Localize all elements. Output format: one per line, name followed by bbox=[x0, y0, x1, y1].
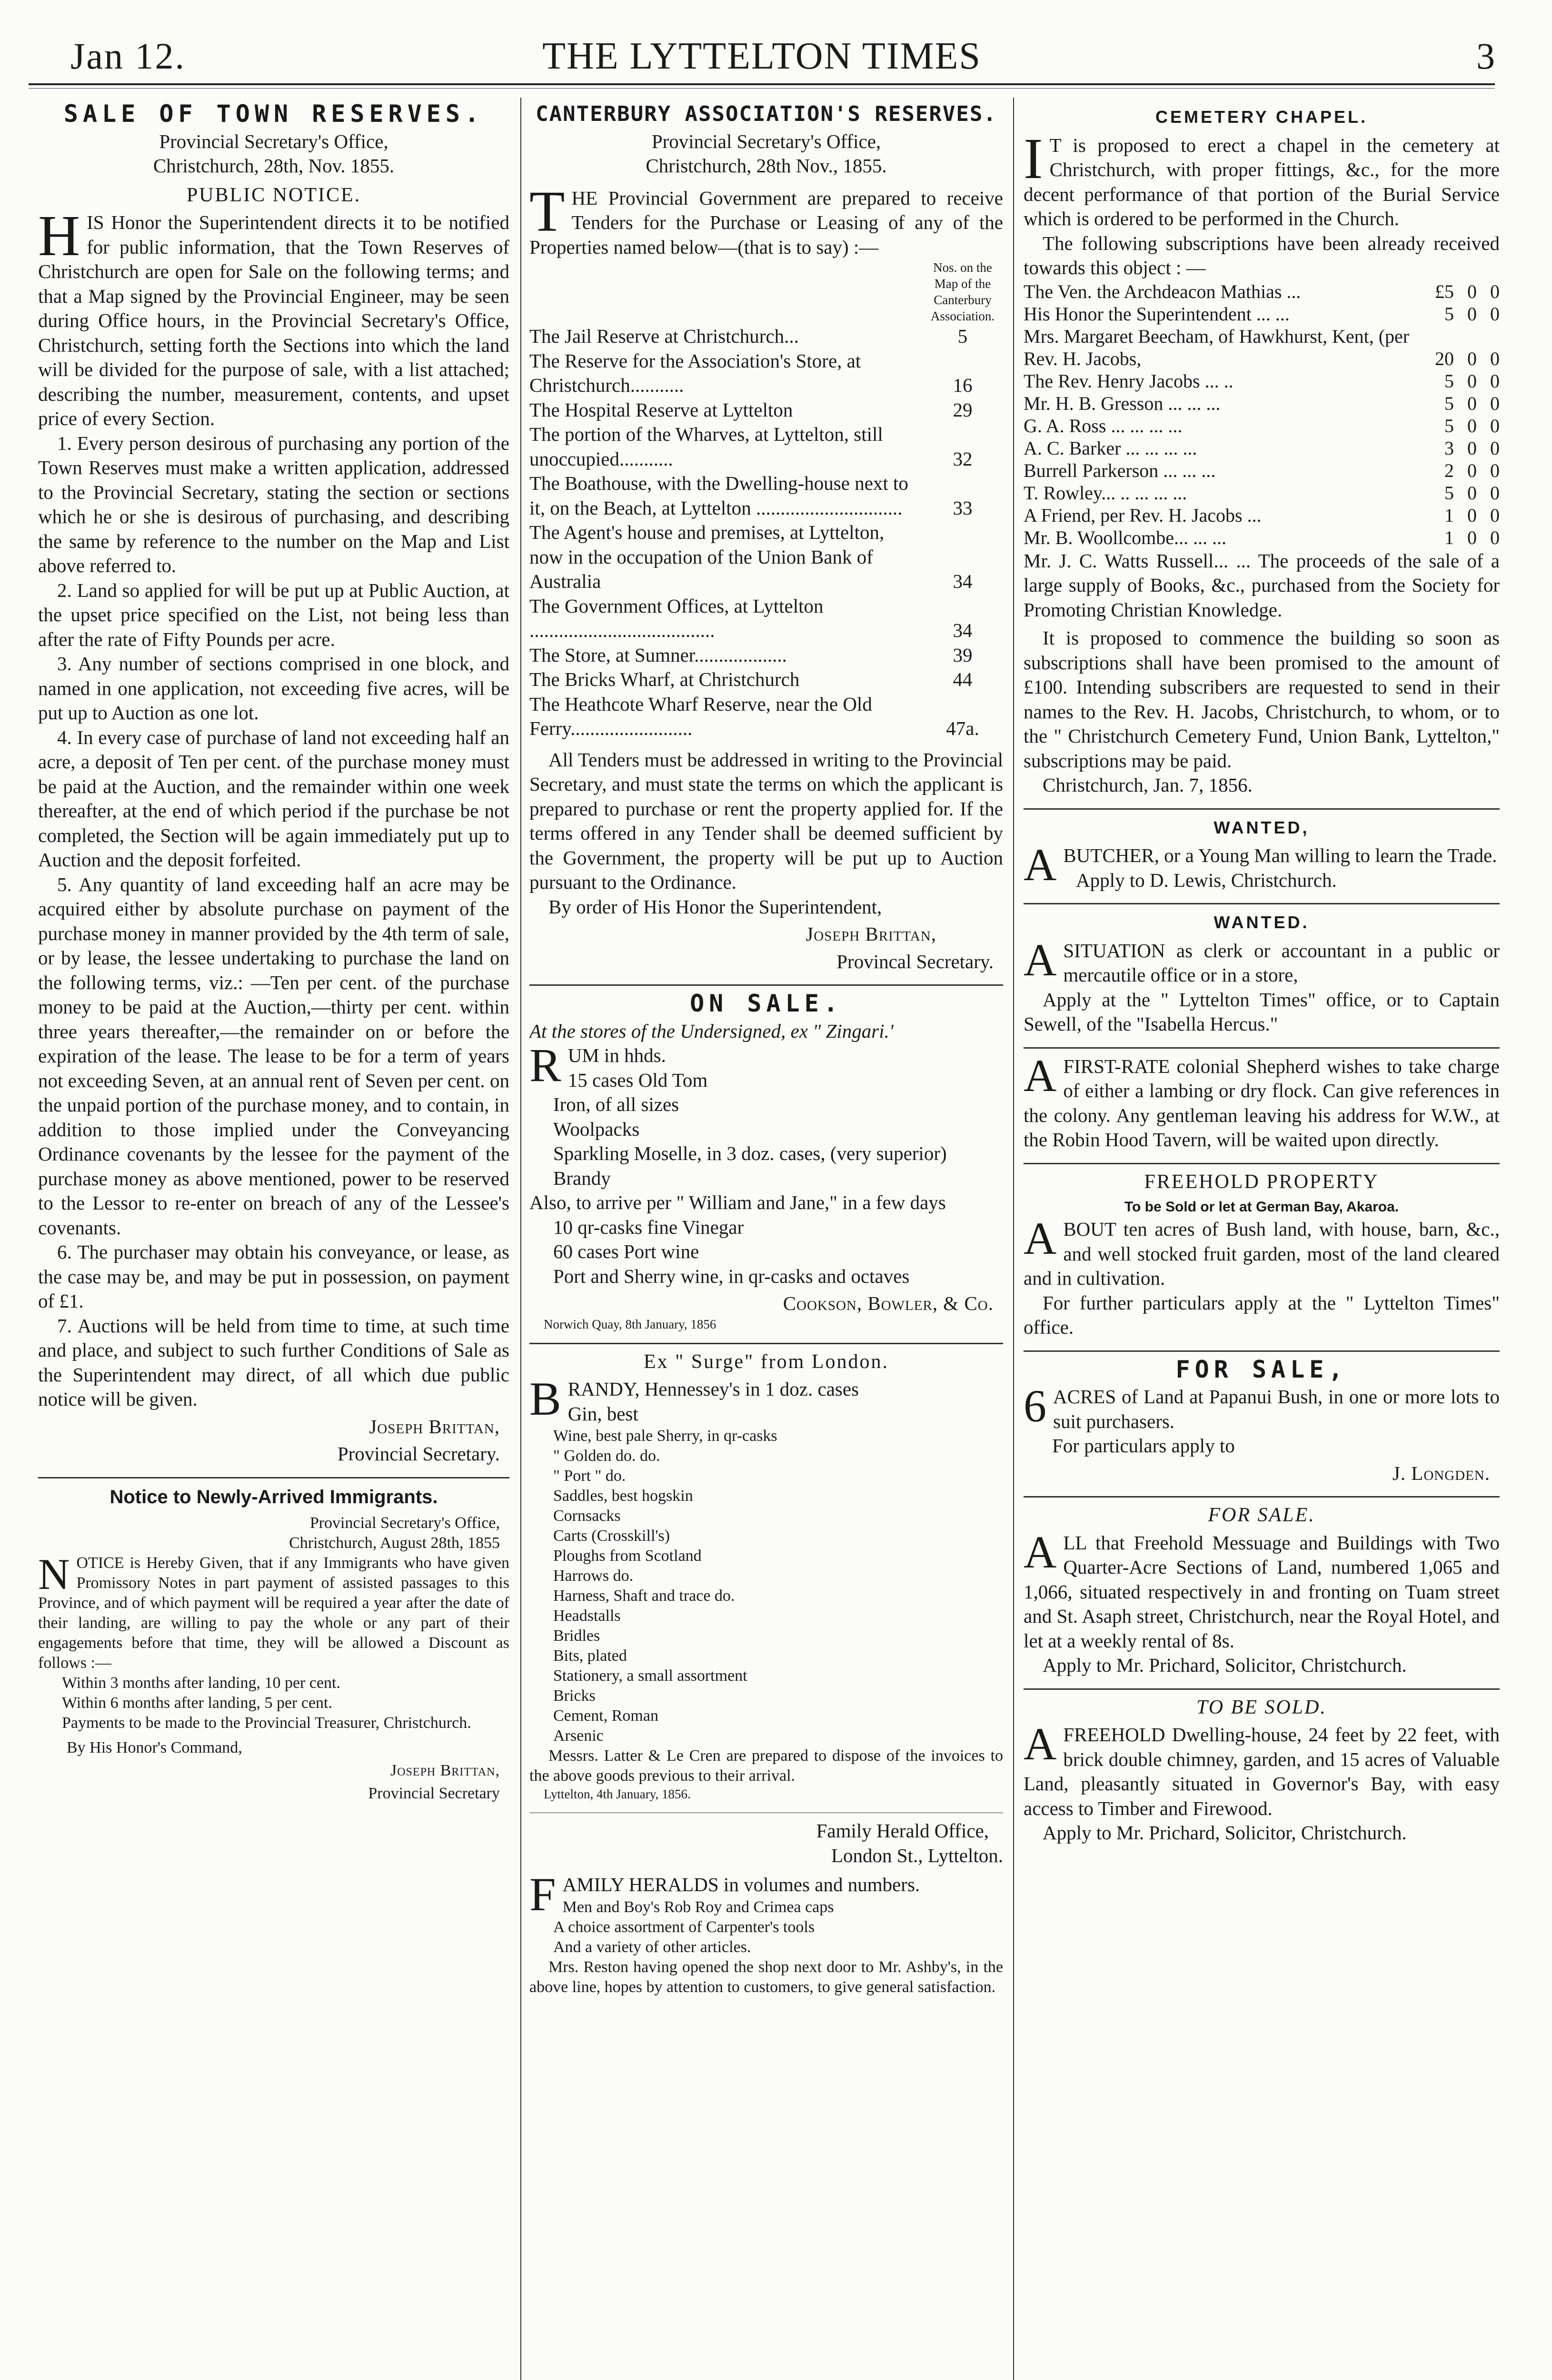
drop-cap: H bbox=[38, 204, 80, 268]
reserve-name: The Reserve for the Association's Store, at Christchurch........... bbox=[529, 349, 861, 396]
masthead-rule-thin bbox=[29, 88, 1495, 89]
advert-body: ABOUT ten acres of Bush land, with house, barn, &c., and well stocked fruit garden, most of the land cleared and in cultivation. bbox=[1024, 1213, 1500, 1289]
advert-body: 6 ACRES of Land at Papanui Bush, in one or more lots to suit purchasers. bbox=[1024, 1380, 1500, 1432]
advert-item-list bbox=[529, 1068, 1003, 1191]
subscription-shillings: 0 bbox=[1467, 347, 1477, 369]
subscription-pounds: 20 bbox=[1435, 347, 1454, 369]
subscription-pence: 0 bbox=[1490, 482, 1500, 504]
reserve-row bbox=[529, 643, 1003, 668]
subscription-shillings: 0 bbox=[1467, 526, 1477, 548]
reserve-map-number: 39 bbox=[953, 644, 973, 666]
advert-date: Norwich Quay, 8th January, 1856 bbox=[544, 1317, 716, 1331]
subscription-shillings: 0 bbox=[1467, 459, 1477, 481]
advert-item-list bbox=[529, 1426, 1003, 1746]
notice-immigrants bbox=[38, 1485, 509, 1804]
reserve-name: The Jail Reserve at Christchurch... bbox=[529, 325, 799, 347]
subscription-row bbox=[1024, 504, 1500, 526]
subscription-pence: 0 bbox=[1490, 347, 1500, 369]
advert-apply: Apply to D. Lewis, Christchurch. bbox=[1076, 869, 1337, 891]
section-rule bbox=[1024, 1163, 1500, 1164]
signer-name: Joseph Brittan, bbox=[806, 923, 936, 945]
subscriber-name: A. C. Barker ... ... ... ... bbox=[1024, 437, 1197, 459]
subscription-pounds: 1 bbox=[1444, 504, 1454, 526]
drop-cap: T bbox=[529, 179, 565, 244]
reserve-map-number: 44 bbox=[953, 668, 973, 690]
advert-title: WANTED. bbox=[1214, 912, 1310, 932]
subscriber-name: Mrs. Margaret Beecham, of Hawkhurst, Kent, (per Rev. H. Jacobs, bbox=[1024, 325, 1410, 369]
reserve-row bbox=[529, 520, 1003, 594]
drop-cap: 6 bbox=[1024, 1380, 1046, 1431]
advert-street: London St., Lyttelton. bbox=[831, 1844, 1003, 1866]
section-rule bbox=[529, 984, 1003, 986]
reserve-row bbox=[529, 594, 1003, 643]
advert-first-line: BRANDY, Hennessey's in 1 doz. cases Gin, best bbox=[529, 1372, 859, 1425]
advert-freehold-property bbox=[1024, 1170, 1500, 1340]
column-right bbox=[1024, 100, 1500, 2380]
subscription-pounds: £5 bbox=[1435, 280, 1454, 302]
advert-title: FOR SALE, bbox=[1175, 1355, 1348, 1383]
notice-title: SALE OF TOWN RESERVES. bbox=[63, 100, 484, 128]
advert-item: A choice assortment of Carpenter's tools bbox=[553, 1918, 815, 1936]
advert-item: " Golden do. do. bbox=[553, 1447, 660, 1465]
reserve-row bbox=[529, 471, 1003, 520]
reserve-name: The Bricks Wharf, at Christchurch bbox=[529, 668, 800, 690]
term-2: 2. Land so applied for will be put up at Public Auction, at the upset price specified on the List, not being less than after the rate of Fifty Pounds per acre. bbox=[38, 579, 509, 650]
section-rule bbox=[1024, 1496, 1500, 1497]
subscription-pence: 0 bbox=[1490, 437, 1500, 459]
subscription-pence: 0 bbox=[1490, 280, 1500, 302]
subscription-shillings: 0 bbox=[1467, 482, 1477, 504]
subscriber-name: T. Rowley... .. ... ... ... bbox=[1024, 482, 1187, 504]
drop-cap: A bbox=[1024, 839, 1057, 890]
advert-item: Bits, plated bbox=[553, 1647, 627, 1665]
advert-apply: For particulars apply to bbox=[1052, 1435, 1235, 1457]
advert-item: 60 cases Port wine bbox=[553, 1240, 699, 1262]
reserve-row bbox=[529, 692, 1003, 741]
advert-note: Messrs. Latter & Le Cren are prepared to dispose of the invoices to the above goods previous to their arrival. bbox=[529, 1747, 1003, 1785]
signer-title: Provincial Secretary. bbox=[337, 1443, 500, 1465]
signer-title: Provincal Secretary. bbox=[836, 950, 994, 972]
subscriber-name: The Rev. Henry Jacobs ... .. bbox=[1024, 370, 1234, 392]
reserve-name: The Hospital Reserve at Lyttelton bbox=[529, 398, 793, 421]
advert-item: 10 qr-casks fine Vinegar bbox=[553, 1216, 744, 1238]
notice-office: Provincial Secretary's Office, bbox=[651, 130, 881, 152]
subscription-row bbox=[1024, 459, 1500, 482]
reserve-name: The Store, at Sumner................... bbox=[529, 644, 787, 666]
advert-surge bbox=[529, 1350, 1003, 1803]
notice-place-date: Christchurch, August 28th, 1855 bbox=[289, 1534, 500, 1552]
advert-date: Lyttelton, 4th January, 1856. bbox=[544, 1787, 691, 1801]
subscription-pounds: 5 bbox=[1444, 482, 1454, 504]
advert-office: Family Herald Office, bbox=[816, 1820, 989, 1842]
advert-apply: Apply to Mr. Prichard, Solicitor, Christchurch. bbox=[1043, 1822, 1407, 1844]
advert-item: Carts (Crosskill's) bbox=[553, 1527, 670, 1545]
subscriber-name: G. A. Ross ... ... ... ... bbox=[1024, 415, 1183, 436]
advert-item: Saddles, best hogskin bbox=[553, 1487, 693, 1505]
advert-firm: Cookson, Bowler, & Co. bbox=[783, 1292, 994, 1314]
section-rule bbox=[1024, 808, 1500, 810]
advert-title: TO BE SOLD. bbox=[1196, 1696, 1327, 1718]
chapel-closing: It is proposed to commence the building so soon as subscriptions shall have been promised to the amount of £100. Intending subscribers are requested to send in their names to the Rev. H. Jacobs, Christchurch, to whom, or to the " Christchurch Cemetery Fund, Union Bank, Lyttelton," subscriptions may be paid. bbox=[1024, 627, 1500, 772]
subscription-shillings: 0 bbox=[1467, 504, 1477, 526]
reserve-name: The Boathouse, with the Dwelling-house next to it, on the Beach, at Lyttelton .............................. bbox=[529, 472, 908, 519]
reserve-name: The Government Offices, at Lyttelton ...................................... bbox=[529, 595, 824, 641]
advert-wanted-butcher bbox=[1024, 815, 1500, 893]
advert-item: Cornsacks bbox=[553, 1507, 621, 1525]
term-4: 4. In every case of purchase of land not exceeding half an acre, a deposit of Ten per cent. of the purchase money must be paid at the Auction, and the remainder within one week thereafter, at the end of which period if the purchase be not completed, the Section will be again immediately put up to Auction and the deposit forfeited. bbox=[38, 726, 509, 871]
notice-cemetery-chapel bbox=[1024, 105, 1500, 798]
advert-first-line: FAMILY HERALDS in volumes and numbers. bbox=[529, 1868, 920, 1921]
reserve-row bbox=[529, 422, 1003, 471]
notice-paragraph: NOTICE is Hereby Given, that if any Immigrants who have given Promissory Notes in part payment of assisted passages to this Province, and of which payment will be required a year after the date of their landing, are willing to pay the whole or any part of their engagements before that time, they will be allowed a Discount as follows :— bbox=[38, 1550, 509, 1672]
advert-item-list bbox=[529, 1215, 1003, 1289]
newspaper-title: THE LYTTELTON TIMES bbox=[542, 35, 981, 77]
subscription-row bbox=[1024, 325, 1500, 370]
subscriber-name: Burrell Parkerson ... ... ... bbox=[1024, 459, 1216, 481]
notice-canterbury-reserves bbox=[529, 102, 1003, 974]
advert-item: Ploughs from Scotland bbox=[553, 1547, 702, 1565]
signer-title: Provincial Secretary bbox=[368, 1785, 500, 1802]
notice-sale-of-town-reserves bbox=[38, 102, 509, 1467]
subscription-pence: 0 bbox=[1490, 392, 1500, 414]
advert-body: ABUTCHER, or a Young Man willing to learn the Trade. bbox=[1024, 839, 1497, 890]
subscription-row bbox=[1024, 370, 1500, 392]
notice-subtitle: PUBLIC NOTICE. bbox=[186, 184, 361, 206]
subscription-pence: 0 bbox=[1490, 504, 1500, 526]
reserve-row bbox=[529, 349, 1003, 398]
subscription-row bbox=[1024, 437, 1500, 459]
subscription-shillings: 0 bbox=[1467, 415, 1477, 436]
section-rule bbox=[1024, 1350, 1500, 1352]
subscription-row bbox=[1024, 392, 1500, 415]
advert-item: Wine, best pale Sherry, in qr-casks bbox=[553, 1427, 777, 1445]
advert-for-sale-acres bbox=[1024, 1355, 1500, 1486]
subscriber-name: Mr. B. Woollcombe... ... ... bbox=[1024, 526, 1227, 548]
subscription-pounds: 5 bbox=[1444, 303, 1454, 325]
subscriptions-intro: The following subscriptions have been already received towards this object : — bbox=[1024, 232, 1500, 278]
subscription-row bbox=[1024, 415, 1500, 437]
advert-body: ALL that Freehold Messuage and Buildings with Two Quarter-Acre Sections of Land, numbered 1,065 and 1,066, situated respectively in and fronting on Tuam street and St. Asaph street, Christchurch, near the Royal Hotel, and let at a weekly rental of 8s. bbox=[1024, 1526, 1500, 1652]
subscription-pounds: 3 bbox=[1444, 437, 1454, 459]
subscription-shillings: 0 bbox=[1467, 303, 1477, 325]
drop-cap: A bbox=[1024, 1050, 1057, 1101]
reserve-row bbox=[529, 324, 1003, 349]
masthead-rule bbox=[29, 83, 1495, 85]
masthead bbox=[29, 26, 1495, 79]
advert-body: AFIRST-RATE colonial Shepherd wishes to take charge of either a lambing or dry flock. Can give references in the colony. Any gentleman leaving his address for W.W., at the Robin Hood Tavern, will be waited upon directly. bbox=[1024, 1050, 1500, 1150]
advert-item: Iron, of all sizes bbox=[553, 1093, 679, 1115]
advert-item: Stationery, a small assortment bbox=[553, 1667, 747, 1685]
subscription-pence: 0 bbox=[1490, 526, 1500, 548]
notice-title: Notice to Newly-Arrived Immigrants. bbox=[109, 1486, 438, 1507]
advert-title: Ex " Surge" from London. bbox=[644, 1350, 889, 1373]
chapel-date: Christchurch, Jan. 7, 1856. bbox=[1043, 774, 1253, 796]
advert-also: Also, to arrive per " William and Jane," in a few days bbox=[529, 1191, 946, 1213]
page-number: 3 bbox=[1476, 35, 1495, 77]
command-line: By His Honor's Command, bbox=[67, 1739, 242, 1756]
column-left bbox=[38, 100, 509, 2380]
section-rule bbox=[1024, 1047, 1500, 1049]
drop-cap: R bbox=[529, 1039, 561, 1091]
subscription-row bbox=[1024, 482, 1500, 504]
term-5: 5. Any quantity of land exceeding half an acre may be acquired either by absolute purchase on payment of the purchase money in manner provided by the 4th term of sale, or by lease, the lessee undertaking to purchase the land on the following terms, viz.: —Ten per cent. of the purchase money to be paid at the Auction,—thirty per cent. within three years thereafter,—the remainder on or before the expiration of the lease. The lease to be for a term of years not exceeding Seven, at an annual rent of Seven per cent. on the unpaid portion of the purchase money, and to contain, in addition to those implied under the Conveyancing Ordinance covenants by the lessee for the payment of the purchase money as above mentioned, power to be reserved to the Lessor to re-enter on breach of any of the Lessee's covenants. bbox=[38, 873, 509, 1239]
subscription-pounds: 1 bbox=[1444, 526, 1454, 548]
advert-item: Harness, Shaft and trace do. bbox=[553, 1587, 735, 1605]
notice-title: CANTERBURY ASSOCIATION'S RESERVES. bbox=[536, 102, 997, 126]
reserves-table bbox=[529, 324, 1003, 741]
subscription-pence: 0 bbox=[1490, 459, 1500, 481]
advert-item: " Port " do. bbox=[553, 1467, 626, 1485]
column-divider bbox=[1013, 98, 1014, 2380]
reserve-map-number: 5 bbox=[957, 325, 968, 347]
term-7: 7. Auctions will be held from time to time, at such time and place, and subject to such further Conditions of Sale as the Superintendent may direct, of all which due public notice will be given. bbox=[38, 1314, 509, 1410]
reserve-row bbox=[529, 398, 1003, 423]
advert-for-sale-messuage bbox=[1024, 1503, 1500, 1678]
advert-apply: Apply to Mr. Prichard, Solicitor, Christchurch. bbox=[1043, 1654, 1407, 1676]
signer-name: Joseph Brittan, bbox=[369, 1415, 500, 1438]
drop-cap: A bbox=[1024, 934, 1057, 985]
section-rule bbox=[1024, 903, 1500, 904]
signer-name: Joseph Brittan, bbox=[390, 1762, 500, 1779]
drop-cap: I bbox=[1024, 126, 1043, 191]
advert-item: Sparkling Moselle, in 3 doz. cases, (very superior) bbox=[553, 1142, 947, 1164]
subscriber-name: A Friend, per Rev. H. Jacobs ... bbox=[1024, 504, 1262, 526]
subscription-pounds: 2 bbox=[1444, 459, 1454, 481]
subscription-pence: 0 bbox=[1490, 303, 1500, 325]
advert-item: Port and Sherry wine, in qr-casks and octaves bbox=[553, 1265, 910, 1287]
advert-note: Mrs. Reston having opened the shop next door to Mr. Ashby's, in the above line, hopes by attention to customers, to give general satisfaction. bbox=[529, 1958, 1003, 1996]
notice-paragraph: THE Provincial Government are prepared to receive Tenders for the Purchase or Leasing of any of the Properties named below—(that is to say) :— bbox=[529, 179, 1003, 258]
advert-apply: For further particulars apply at the " Lyttelton Times" office. bbox=[1024, 1291, 1500, 1338]
reserve-map-number: 34 bbox=[953, 570, 973, 592]
advert-apply: Apply at the " Lyttelton Times" office, or to Captain Sewell, of the "Isabella Hercus." bbox=[1024, 988, 1500, 1035]
column-divider bbox=[520, 98, 521, 2380]
advert-shepherd bbox=[1024, 1050, 1500, 1152]
reserve-map-number: 47a. bbox=[946, 717, 979, 739]
reserve-row bbox=[529, 667, 1003, 692]
drop-cap: A bbox=[1024, 1718, 1057, 1769]
advert-title: WANTED, bbox=[1214, 817, 1310, 837]
advert-wanted-situation bbox=[1024, 910, 1500, 1037]
advert-on-sale bbox=[529, 992, 1003, 1332]
reserve-map-number: 29 bbox=[953, 398, 973, 421]
drop-cap: A bbox=[1024, 1526, 1057, 1577]
subscription-row bbox=[1024, 280, 1500, 303]
section-rule bbox=[529, 1343, 1003, 1344]
subscriber-name: The Ven. the Archdeacon Mathias ... bbox=[1024, 280, 1301, 302]
map-numbers-header: Nos. on the Map of the Canterbury Association. bbox=[930, 260, 995, 323]
notice-office: Provincial Secretary's Office, bbox=[159, 130, 388, 152]
discount-line: Within 3 months after landing, 10 per cent. bbox=[62, 1674, 340, 1692]
advert-first-line: RUM in hhds. bbox=[529, 1039, 666, 1091]
column-middle bbox=[529, 100, 1003, 2380]
reserve-name: The portion of the Wharves, at Lyttelton, still unoccupied........... bbox=[529, 423, 883, 470]
advert-item: Bricks bbox=[553, 1687, 596, 1705]
subscription-shillings: 0 bbox=[1467, 392, 1477, 414]
advert-item-list bbox=[529, 1897, 1003, 1957]
reserve-map-number: 16 bbox=[953, 374, 973, 396]
payment-line: Payments to be made to the Provincial Treasurer, Christchurch. bbox=[62, 1714, 471, 1732]
subscription-shillings: 0 bbox=[1467, 437, 1477, 459]
term-1: 1. Every person desirous of purchasing any portion of the Town Reserves must make a written application, addressed to the Provincial Secretary, stating the section or sections which he or she is desirous of purchasing, and describing the same by reference to the number on the Map and List above referred to. bbox=[38, 432, 509, 576]
section-rule bbox=[1024, 1688, 1500, 1690]
notice-paragraph: HIS Honor the Superintendent directs it to be notified for public information, that the Town Reserves of Christchurch are open for Sale on the following terms; and that a Map signed by the Provincial Engineer, may be seen during Office hours, in the Provincial Secretary's Office, Christchurch, setting forth the Sections into which the land will be divided for the purpose of sale, with a list attached; describing the number, measurement, contents, and upset price of every Section. bbox=[38, 204, 509, 429]
notice-paragraph: I T is proposed to erect a chapel in the cemetery at Christchurch, with proper fittings, &c., for the more decent performance of that portion of the Burial Service which is ordered to be performed in the Church. bbox=[1024, 126, 1500, 229]
subscription-pounds: 5 bbox=[1444, 370, 1454, 392]
term-6: 6. The purchaser may obtain his conveyance, or lease, as the case may be, and may be put in possession, on payment of £1. bbox=[38, 1241, 509, 1312]
order-line: By order of His Honor the Superintendent, bbox=[548, 895, 882, 918]
advert-item: And a variety of other articles. bbox=[553, 1938, 751, 1956]
subscriptions-table bbox=[1024, 280, 1500, 549]
advert-title: FREEHOLD PROPERTY bbox=[1144, 1170, 1379, 1193]
advert-signer: J. Longden. bbox=[1392, 1462, 1490, 1484]
advert-title: FOR SALE. bbox=[1208, 1504, 1315, 1526]
advert-body: AFREEHOLD Dwelling-house, 24 feet by 22 feet, with brick double chimney, garden, and 15 acres of Valuable Land, pleasantly situated in Governor's Bay, with easy access to Timber and Firewood. bbox=[1024, 1718, 1500, 1819]
subscription-row bbox=[1024, 526, 1500, 549]
reserve-map-number: 32 bbox=[953, 447, 973, 470]
advert-title: ON SALE. bbox=[690, 990, 843, 1017]
drop-cap: F bbox=[529, 1868, 556, 1921]
drop-cap: B bbox=[529, 1372, 561, 1425]
issue-date: Jan 12. bbox=[70, 35, 186, 77]
drop-cap: N bbox=[38, 1550, 70, 1598]
advert-item: 15 cases Old Tom bbox=[567, 1069, 708, 1091]
advert-item: Headstalls bbox=[553, 1607, 621, 1625]
subscription-pence: 0 bbox=[1490, 415, 1500, 436]
advert-item: Woolpacks bbox=[553, 1118, 640, 1140]
advert-family-herald bbox=[529, 1819, 1003, 1997]
notice-place-date: Christchurch, 28th, Nov. 1855. bbox=[153, 155, 395, 177]
term-3: 3. Any number of sections comprised in one block, and named in one application, not exceeding five acres, will be put up to Auction as one lot. bbox=[38, 653, 509, 724]
advert-item: Bridles bbox=[553, 1627, 600, 1645]
section-rule bbox=[38, 1477, 509, 1478]
notice-title: CEMETERY CHAPEL. bbox=[1155, 107, 1368, 127]
subscription-shillings: 0 bbox=[1467, 370, 1477, 392]
discount-line: Within 6 months after landing, 5 per cent. bbox=[62, 1694, 332, 1712]
advert-item: Arsenic bbox=[553, 1727, 604, 1745]
reserve-name: The Agent's house and premises, at Lyttelton, now in the occupation of the Union Bank of Australia bbox=[529, 521, 885, 592]
subscription-pounds: 5 bbox=[1444, 392, 1454, 414]
reserve-map-number: 33 bbox=[953, 496, 973, 519]
subscriber-name: His Honor the Superintendent ... ... bbox=[1024, 303, 1290, 325]
subscription-shillings: 0 bbox=[1467, 280, 1477, 302]
subscription-row bbox=[1024, 303, 1500, 325]
subscription-watts: Mr. J. C. Watts Russell... ... The proceeds of the sale of a large supply of Books, &c., purchased from the Society for Promoting Christian Knowledge. bbox=[1024, 549, 1500, 621]
advert-to-be-sold bbox=[1024, 1696, 1500, 1845]
advert-subtitle: To be Sold or let at German Bay, Akaroa. bbox=[1124, 1199, 1399, 1215]
advert-item: Cement, Roman bbox=[553, 1707, 658, 1725]
reserve-map-number: 34 bbox=[953, 619, 973, 641]
notice-office: Provincial Secretary's Office, bbox=[309, 1514, 500, 1532]
drop-cap: A bbox=[1024, 1213, 1057, 1264]
advert-item: Brandy bbox=[553, 1167, 611, 1189]
subscriber-name: Mr. H. B. Gresson ... ... ... bbox=[1024, 392, 1221, 414]
advert-item: Harrows do. bbox=[553, 1567, 634, 1585]
subscription-pence: 0 bbox=[1490, 370, 1500, 392]
tenders-paragraph: All Tenders must be addressed in writing to the Provincial Secretary, and must state the terms on which the applicant is prepared to purchase or rent the property applied for. If the terms offered in any Tender shall be deemed sufficient by the Government, the property will be put up to Auction pursuant to the Ordinance. bbox=[529, 748, 1003, 893]
notice-place-date: Christchurch, 28th Nov., 1855. bbox=[646, 155, 887, 177]
reserve-name: The Heathcote Wharf Reserve, near the Old Ferry......................... bbox=[529, 693, 872, 739]
subscription-pounds: 5 bbox=[1444, 415, 1454, 436]
advert-item: Men and Boy's Rob Roy and Crimea caps bbox=[562, 1898, 834, 1916]
advert-intro: At the stores of the Undersigned, ex " Zingari.' bbox=[529, 1020, 894, 1042]
advert-body: ASITUATION as clerk or accountant in a public or mercautile office or in a store, bbox=[1024, 934, 1500, 986]
